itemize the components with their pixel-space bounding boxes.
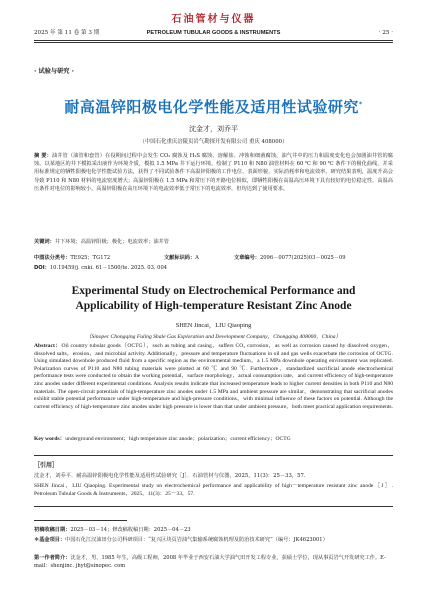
citation-cn: 沈金才，刘乔平．耐高温锌阳极电化学性能及适用性试验研究［J］．石油管材与仪器，2025，11(3)：25－33，57.	[34, 473, 306, 479]
authors-cn: 沈金才，刘乔平	[189, 125, 238, 133]
affiliation-en: （Sinopec Chongqing Fuling Shale Gas Exploration and Development Company，Chongqing 408000，China）	[85, 334, 342, 340]
doc-value: A	[195, 255, 199, 261]
abstract-en	[34, 343, 393, 411]
clc-code	[34, 254, 110, 263]
header-rule-thin	[34, 42, 393, 43]
title-cn-text: 耐高温锌阳极电化学性能及适用性试验研究	[64, 98, 359, 116]
journal-logo: 石油管材与仪器	[171, 14, 256, 25]
doi-row	[34, 264, 393, 273]
received-label: 初稿收稿日期：	[34, 527, 71, 533]
abstract-cn-label: 摘 要：	[34, 153, 52, 159]
keywords-cn	[34, 238, 393, 246]
citation-en: SHEN Jincai，LIU Qiaoping. Experimental study on electrochemical performance and applicability of high－temperature resistant zinc anode［J］. Petroleum Tubular Goods & Instruments，2025，11(3)：25－33，57.	[34, 483, 393, 497]
journal-name-en: PETROLEUM TUBULAR GOODS & INSTRUMENTS	[146, 30, 281, 36]
footnote-fund	[34, 536, 393, 544]
title-en: Experimental Study on Electrochemical Performance and Applicability of High-temperature Resistant Zinc Anode	[71, 285, 356, 312]
footnote-rule	[34, 520, 127, 521]
received-dates: 2025－03－14；修改稿收稿日期：2025－04－23	[70, 527, 191, 533]
keywords-en-text: underground environment；high temperature zinc anode；polarization；current efficiency；OCTG	[65, 436, 291, 442]
footnote-received	[34, 526, 393, 534]
keywords-cn-label: 关键词：	[34, 239, 55, 245]
title-cn-footnote-mark: *	[358, 101, 363, 108]
keywords-en-label: Key words：	[34, 436, 66, 442]
running-header	[34, 28, 393, 38]
affiliation-cn: （中国石化重庆涪陵页岩气勘探开发有限公司 重庆 408000）	[139, 139, 288, 145]
author-bio-text: 沈金才，男，1985 年生，高级工程师，2008 年毕业于西安石油大学油气田开发工程专业，获硕士学位，现从事页岩气开发研究工作。E-mail：shenjinc. jhyt@sinopec. com	[34, 555, 386, 569]
citation-heading: ［引用］	[34, 462, 59, 469]
doc-code	[164, 254, 199, 263]
doc-label: 文献标识码：	[164, 255, 196, 261]
classification-row	[34, 254, 393, 263]
doi-label: DOI：	[34, 265, 50, 271]
doi-value: 10.19459/j. cnki. 61－1500/te. 2025. 03. 004	[49, 265, 168, 271]
fund-label: ＊基金项目：	[34, 537, 66, 543]
header-rule	[34, 40, 393, 41]
abstract-en-label: Abstract：	[34, 343, 62, 349]
author-bio-label: 第一作者简介：	[34, 555, 71, 561]
citation-rule-bottom	[34, 506, 393, 507]
clc-value: TE925；TG172	[70, 255, 111, 261]
abstract-cn-text: 油井管（油管和套管）在役期间过程中会发生 CO₂ 腐蚀及 H₂S 腐蚀、溶解盐、冲蚀和细菌腐蚀，油气井中的压力和温度变化也会加剧油井管的腐蚀。以某地区的井下模拟采出液作为环境介质，模拟 1.5 MPa 井下运行环境，绘制了 P110 和 N80 油管材料在 60 ℃ 和 90 ℃ 条件下的极化曲线，并采用标准规定的牺牲阳极电化学性能试验方法，获得了不同试验条件下高温锌阳极的工作电位、表面形貌、实际消耗率和电流效率。研究结果表明，温度升高会导致 P110 和 N80 材料的电流密度增大；高温锌阳极在 1.5 MPa 和常压下的开路电位相似，即牺牲阳极在高温高压环境下具有较好的电位稳定性。高温高压条件对电位的影响较小。高温锌阳极在高压环境下的电流效率低于常压下的电流效率，但均达到了使用要求。	[34, 153, 393, 192]
fund-text: 中国石化江汉油田分公司科研项目：“复兴区块页岩油气集输系统腐蚀机理及防治技术研究”（编号：JK4623001）	[65, 537, 328, 543]
keywords-en	[34, 436, 393, 444]
title-cn	[0, 96, 427, 117]
article-number	[234, 254, 346, 263]
issue-info: 2025 年 第 11 卷 第 3 期	[34, 30, 100, 36]
article-value: 2096－0077(2025)03－0025－09	[259, 255, 346, 261]
article-label: 文章编号：	[234, 255, 260, 261]
abstract-en-text: Oil country tubular goods（OCTG），such as tubing and casing，suffers CO₂ corrosion，as well as corrosion caused by dissolved oxygen，dissolved salts，erosion，and microbial activity. Additionally，pressure and temperature fluctuations in oil and gas wells exacerbate the corrosion of OCTG. Using simulated downhole produced fluid from a specific region as the environmental medium，a 1.5 MPa downhole operating environment was replicated. Polarization curves of P110 and N80 tubing materials were plotted at 60 ℃ and 90 ℃. Furthermore，standardized sacrificial anode electrochemical performance tests were conducted to obtain the working potential，surface morphology，actual consumption rate，and current efficiency of high-temperature zinc anodes under different experimental conditions. Analysis results indicate that increased temperature leads to higher current densities in both P110 and N80 materials. The open-circuit potentials of high-temperature zinc anodes under 1.5 MPa and ambient pressure are similar，demonstrating that sacrificial anodes exhibit stable potential performance under high-temperature and high-pressure conditions，with minimal influence of these factors on potential. Although the current efficiency of high-temperature zinc anodes under high pressure is lower than that under ambient pressure，both meet practical application requirements.	[34, 343, 394, 410]
citation-rule-top	[34, 455, 393, 456]
authors-en: SHEN Jincai，LIU Qiaoping	[175, 322, 252, 329]
abstract-cn	[34, 152, 393, 193]
keywords-cn-text: 井下环境；高温锌阳极；极化；电流效率；油井管	[54, 239, 169, 245]
page-number: · 25 ·	[378, 30, 393, 36]
footnote-author	[34, 554, 393, 570]
section-tag: · 试验与研究 ·	[34, 68, 74, 75]
clc-label: 中图法分类号：	[34, 255, 71, 261]
